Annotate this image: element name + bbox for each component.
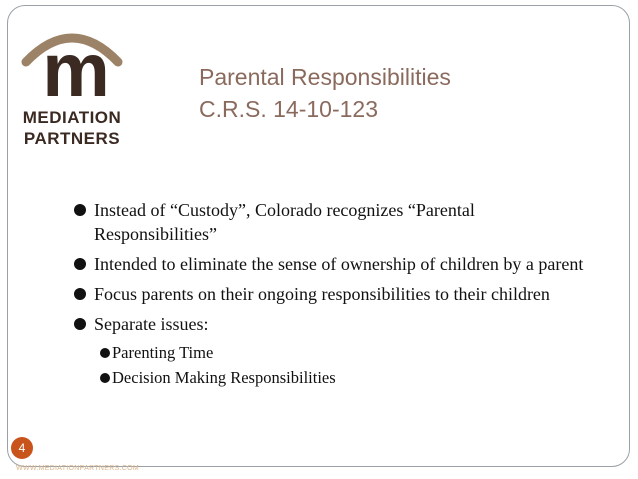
bullet-dot-icon xyxy=(74,288,86,300)
bullet-item xyxy=(74,198,594,246)
logo-text-partners: PARTNERS xyxy=(23,129,121,148)
logo-mark: m xyxy=(42,28,108,113)
slide-title xyxy=(199,61,451,125)
sub-bullet-text: Parenting Time xyxy=(112,343,214,362)
sub-bullet-item xyxy=(74,342,594,364)
sub-bullet-item xyxy=(74,367,594,389)
bullet-item xyxy=(74,312,594,336)
bullet-dot-icon xyxy=(74,204,86,216)
bullet-text: Instead of “Custody”, Colorado recognizes “Parental Responsibilities” xyxy=(94,200,475,244)
slide-title-line1: Parental Responsibilities xyxy=(199,64,451,90)
mediation-partners-logo xyxy=(8,12,136,148)
logo-text-mediation: MEDIATION xyxy=(22,108,122,127)
bullet-text: Intended to eliminate the sense of ownership of children by a parent xyxy=(94,254,584,274)
footer-url: WWW.MEDIATIONPARTNERS.COM xyxy=(16,465,139,472)
bullet-item xyxy=(74,252,594,276)
slide-title-line2: C.R.S. 14-10-123 xyxy=(199,96,378,122)
bullet-item xyxy=(74,282,594,306)
sub-bullet-text: Decision Making Responsibilities xyxy=(112,368,336,387)
sub-bullet-dot-icon xyxy=(100,348,110,358)
bullet-text: Focus parents on their ongoing responsibilities to their children xyxy=(94,284,550,304)
sub-bullet-dot-icon xyxy=(100,373,110,383)
slide-body xyxy=(74,198,594,392)
slide-number-badge: 4 xyxy=(11,437,33,459)
bullet-dot-icon xyxy=(74,318,86,330)
bullet-text: Separate issues: xyxy=(94,314,209,334)
bullet-dot-icon xyxy=(74,258,86,270)
